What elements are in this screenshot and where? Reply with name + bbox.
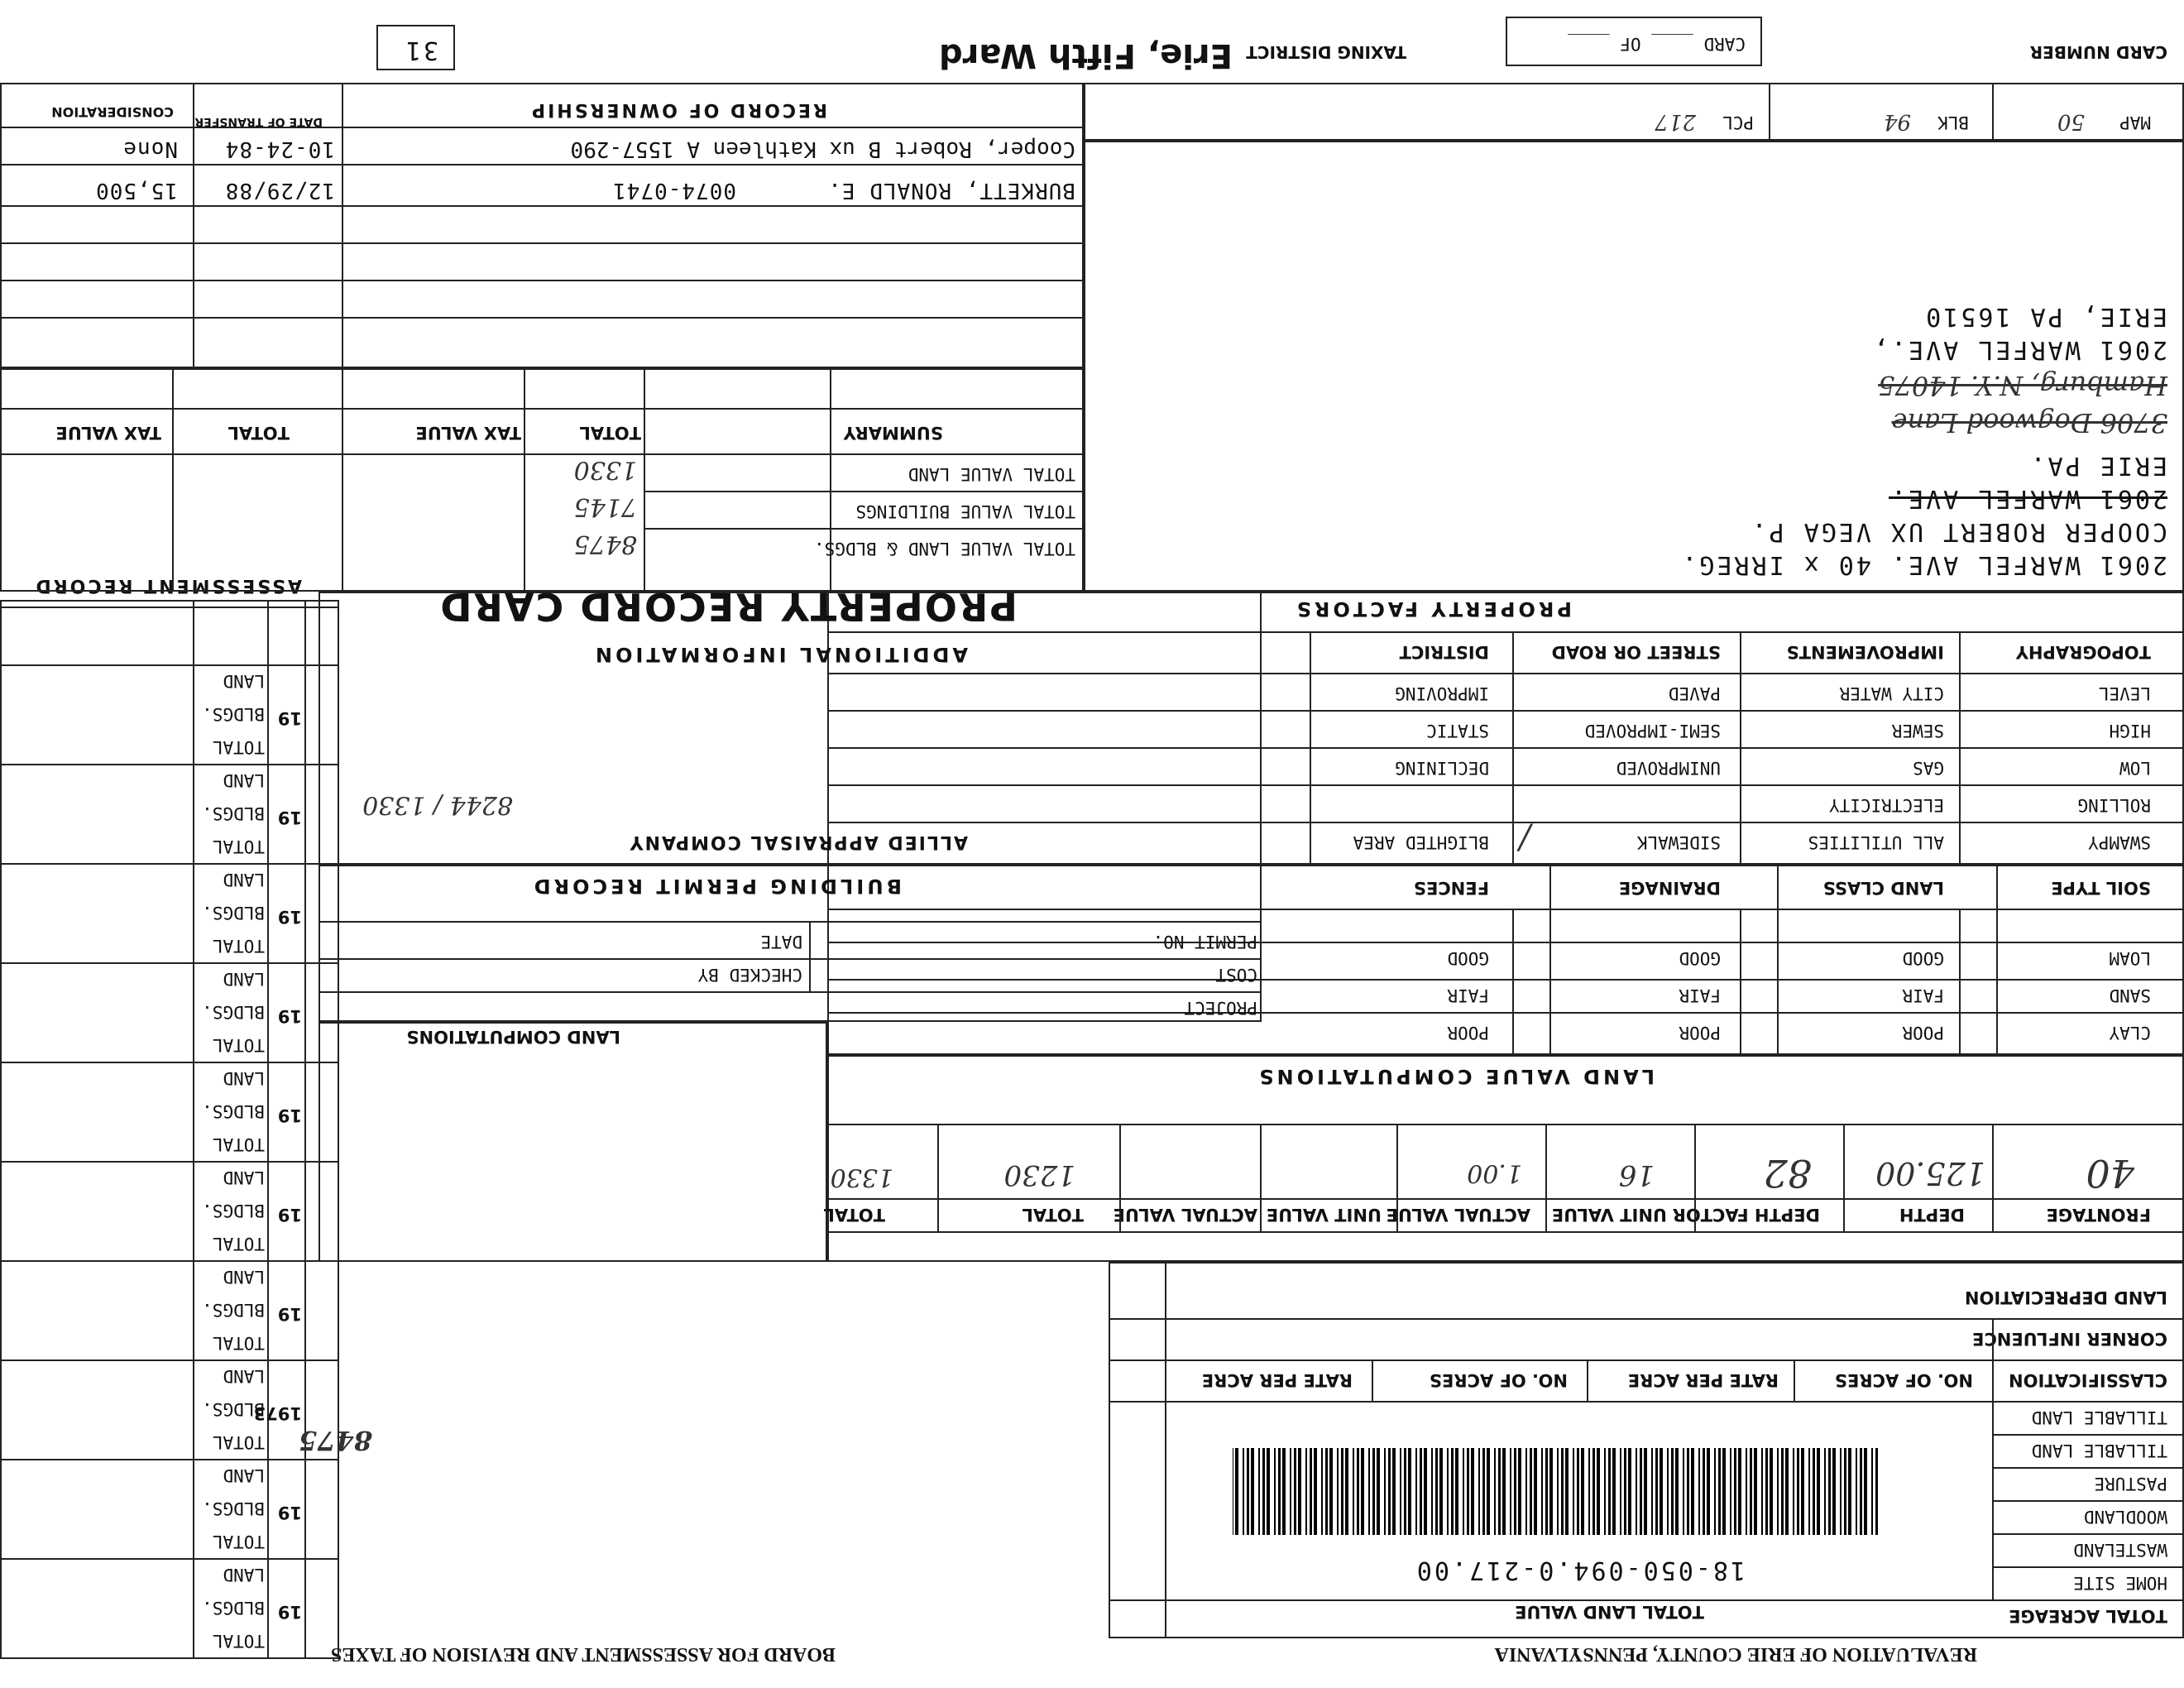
acreage-row-tillable-1: TILLABLE LAND [2031, 1441, 2167, 1460]
a8-land: LAND [223, 870, 265, 890]
summary-buildings: TOTAL VALUE BUILDINGS [855, 501, 1075, 521]
land-class-header: LAND CLASS [1822, 878, 1944, 898]
blk-label: BLK [1937, 113, 1969, 132]
a7-land: LAND [223, 969, 265, 989]
parcel-barcode [1233, 1448, 1878, 1535]
hw-total-1: 1230 [1003, 1158, 1075, 1192]
total-label-2: TOTAL [823, 1205, 885, 1225]
district-check-mark: / [1519, 818, 1530, 856]
year-19-a: 19 [277, 1602, 302, 1622]
land-computations-label: LAND COMPUTATIONS [406, 1027, 620, 1047]
district-static: STATIC [1426, 721, 1489, 741]
a2-total: TOTAL [212, 1532, 265, 1551]
owner-2-consideration: None [122, 137, 178, 161]
a3-land: LAND [223, 1366, 265, 1386]
summary-total-2: TOTAL [228, 423, 290, 443]
topo-high: HIGH [2109, 721, 2151, 741]
map-value: 50 [2057, 109, 2085, 134]
card-number-label: CARD NUMBER [2029, 42, 2167, 62]
property-record-card-title: PROPERTY RECORD CARD [438, 584, 1018, 629]
year-19-i: 19 [277, 808, 302, 827]
owner-1-book: 0074-0741 [612, 178, 736, 203]
permit-cost: COST [1215, 965, 1257, 985]
permit-checked-by: CHECKED BY [697, 965, 802, 985]
no-acres-label-1: NO. OF ACRES [1834, 1370, 1973, 1390]
address-line-4: ERIE PA. [2028, 451, 2167, 480]
a7-total: TOTAL [212, 1035, 265, 1055]
address-line-6: Hamburg, N.Y. 14075 [1878, 370, 2167, 401]
summary-land: TOTAL VALUE LAND [908, 464, 1075, 484]
district-improving: IMPROVING [1395, 683, 1489, 703]
street-unimproved: UNIMPROVED [1616, 758, 1721, 778]
summary-total-1: TOTAL [579, 423, 641, 443]
a1-land: LAND [223, 1565, 265, 1585]
impr-gas: GAS [1913, 758, 1944, 778]
class-poor: POOR [1902, 1023, 1944, 1043]
hw-unit-value: 16 [1618, 1158, 1655, 1192]
classification-label: CLASSIFICATION [2009, 1370, 2167, 1390]
street-road-header: STREET OR ROAD [1551, 642, 1721, 662]
a3-total: TOTAL [212, 1432, 265, 1452]
summary-tax-value-2: TAX VALUE [55, 423, 161, 443]
hw-additional-note: 8244 / 1330 [362, 790, 513, 819]
a8-total: TOTAL [212, 936, 265, 956]
summary-land-bldgs: TOTAL VALUE LAND & BLDGS. [813, 539, 1075, 559]
address-line-2: COOPER ROBERT UX VEGA P. [1749, 517, 2167, 546]
owner-1-date: 12/29/88 [224, 178, 335, 203]
hw-summary-land: 1330 [573, 455, 637, 484]
class-good: GOOD [1902, 948, 1944, 968]
frontage-label: FRONTAGE [2046, 1205, 2151, 1225]
acreage-row-woodland: WOODLAND [2083, 1507, 2167, 1527]
drain-poor: POOR [1679, 1023, 1721, 1043]
map-blk-pcl-row [1084, 83, 2184, 141]
total-land-value-label: TOTAL LAND VALUE [1515, 1602, 1704, 1622]
building-permit-title: BUILDING PERMIT RECORD [530, 875, 902, 898]
a9-land: LAND [223, 770, 265, 790]
pcl-value: 217 [1655, 109, 1696, 134]
address-line-7: 2061 WARFEL AVE., [1870, 335, 2167, 364]
record-of-ownership [0, 83, 1084, 368]
fence-poor: POOR [1447, 1023, 1489, 1043]
additional-information-box [318, 592, 1262, 865]
drainage-header: DRAINAGE [1618, 878, 1721, 898]
owner-2-name: Cooper, Robert B ux Kathleen A 1557-290 [570, 137, 1075, 161]
year-19-h: 19 [277, 907, 302, 927]
topo-level: LEVEL [2098, 683, 2151, 703]
header-left: REVALUATION OF ERIE COUNTY, PENNSYLVANIA [1494, 1643, 1977, 1665]
summary-tax-value-1: TAX VALUE [415, 423, 521, 443]
topography-header: TOPOGRAPHY [2015, 642, 2151, 662]
depth-factor-label: DEPTH FACTOR [1672, 1205, 1820, 1225]
corner-influence: CORNER INFLUENCE [1972, 1329, 2167, 1349]
a6-bldgs: BLDGS. [202, 1101, 265, 1121]
hw-assessed-8475: 8475 [298, 1425, 372, 1456]
summary-label: SUMMARY [843, 423, 943, 443]
street-paved: PAVED [1668, 683, 1721, 703]
unit-value-label-2: UNIT VALUE [1266, 1205, 1382, 1225]
rate-per-acre-label-1: RATE PER ACRE [1627, 1370, 1779, 1390]
hw-depth: 125.00 [1875, 1155, 1985, 1192]
blk-value: 94 [1883, 109, 1911, 134]
taxing-district-label: TAXING DISTRICT [1246, 42, 1406, 62]
ownership-title: RECORD OF OWNERSHIP [529, 99, 827, 120]
total-label-1: TOTAL [1022, 1205, 1084, 1225]
fences-header: FENCES [1413, 878, 1489, 898]
address-line-5: 3706 Dogwood Lane [1891, 407, 2167, 439]
additional-information-title: ADDITIONAL INFORMATION [592, 643, 968, 666]
a4-total: TOTAL [212, 1333, 265, 1353]
hw-summary-bldgs: 7145 [573, 492, 637, 521]
soil-sand: SAND [2109, 985, 2151, 1005]
street-semi-improved: SEMI-IMPROVED [1584, 721, 1721, 741]
topo-rolling: ROLLING [2077, 795, 2151, 815]
property-factors-title: PROPERTY FACTORS [1293, 597, 1572, 621]
permit-project: PROJECT [1184, 998, 1257, 1018]
hw-total-2: 1330 [830, 1163, 893, 1192]
land-depreciation: LAND DEPRECIATION [1964, 1288, 2167, 1307]
a3-bldgs: BLDGS. [202, 1399, 265, 1419]
acreage-row-wasteland: WASTELAND [2073, 1540, 2167, 1560]
ownership-date-col: DATE OF TRANSFER [194, 115, 323, 128]
a10-land: LAND [223, 671, 265, 691]
owner-1-name: BURKETT, RONALD E. [827, 178, 1075, 203]
a1-total: TOTAL [212, 1631, 265, 1651]
hw-frontage: 40 [2086, 1151, 2134, 1196]
a6-total: TOTAL [212, 1134, 265, 1154]
card-of-label: CARD ____ OF ____ [1568, 34, 1746, 54]
ownership-consideration-col: CONSIDERATION [51, 104, 174, 120]
permit-no: PERMIT NO. [1152, 932, 1257, 952]
unit-value-label-1: UNIT VALUE [1551, 1205, 1667, 1225]
class-fair: FAIR [1902, 985, 1944, 1005]
parcel-number: 18-050-094.0-217.00 [1414, 1556, 1746, 1585]
a2-land: LAND [223, 1465, 265, 1485]
impr-all-utilities: ALL UTILITIES [1808, 832, 1944, 852]
year-19-e: 19 [277, 1205, 302, 1225]
soil-loam: LOAM [2109, 948, 2151, 968]
owner-2-date: 10-24-84 [224, 137, 335, 161]
address-line-1: 2061 WARFEL AVE. 40 x IRREG. [1679, 550, 2167, 579]
box-31-value: 31 [403, 36, 438, 65]
year-19-g: 19 [277, 1006, 302, 1026]
acreage-row-homesite: HOME SITE [2073, 1573, 2167, 1593]
permit-date: DATE [760, 932, 802, 952]
fence-good: GOOD [1447, 948, 1489, 968]
fence-fair: FAIR [1447, 985, 1489, 1005]
map-label: MAP [2119, 113, 2151, 132]
rate-per-acre-label-2: RATE PER ACRE [1201, 1370, 1353, 1390]
a6-land: LAND [223, 1068, 265, 1088]
depth-label: DEPTH [1899, 1205, 1965, 1225]
topo-low: LOW [2119, 758, 2151, 778]
hw-summary-total: 8475 [573, 530, 637, 559]
year-19-j: 19 [277, 708, 302, 728]
address-line-8: ERIE, PA 16510 [1923, 302, 2167, 331]
no-acres-label-2: NO. OF ACRES [1429, 1370, 1568, 1390]
a2-bldgs: BLDGS. [202, 1499, 265, 1518]
soil-type-header: SOIL TYPE [2051, 878, 2151, 898]
impr-electricity: ELECTRICITY [1828, 795, 1944, 815]
improvements-header: IMPROVEMENTS [1786, 642, 1944, 662]
impr-city-water: CITY WATER [1839, 683, 1944, 703]
street-sidewalk: SIDEWALK [1636, 832, 1721, 852]
topo-swampy: SWAMPY [2088, 832, 2151, 852]
soil-clay: CLAY [2109, 1023, 2151, 1043]
year-19-d: 19 [277, 1304, 302, 1324]
address-line-3: 2061 WARFEL AVE. [1889, 484, 2167, 513]
district-header: DISTRICT [1399, 642, 1489, 662]
a9-total: TOTAL [212, 837, 265, 856]
assessment-record [0, 600, 339, 1659]
a5-total: TOTAL [212, 1234, 265, 1254]
hw-depth-factor: 82 [1763, 1151, 1812, 1196]
district-blighted: BLIGHTED AREA [1353, 832, 1489, 852]
a5-land: LAND [223, 1168, 265, 1187]
acreage-row-total: TOTAL ACREAGE [2009, 1606, 2167, 1626]
land-value-computations-title: LAND VALUE COMPUTATIONS [1256, 1065, 1655, 1088]
a4-land: LAND [223, 1267, 265, 1287]
district-declining: DECLINING [1395, 758, 1489, 778]
drain-fair: FAIR [1679, 985, 1721, 1005]
a10-total: TOTAL [212, 737, 265, 757]
a8-bldgs: BLDGS. [202, 903, 265, 923]
a5-bldgs: BLDGS. [202, 1201, 265, 1220]
acreage-row-tillable-2: TILLABLE LAND [2031, 1407, 2167, 1427]
land-computations-box [318, 1022, 827, 1262]
pcl-label: PCL [1722, 113, 1754, 132]
acreage-row-pasture: PASTURE [2094, 1474, 2167, 1494]
actual-value-label-2: ACTUAL VALUE [1113, 1205, 1257, 1225]
a7-bldgs: BLDGS. [202, 1002, 265, 1022]
allied-appraisal-company: ALLIED APPRAISAL COMPANY [628, 832, 968, 852]
year-19-b: 19 [277, 1503, 302, 1523]
a9-bldgs: BLDGS. [202, 803, 265, 823]
assessment-record-title: ASSESSMENT RECORD [33, 575, 302, 596]
owner-1-consideration: 15,500 [95, 178, 178, 203]
header-right: BOARD FOR ASSESSMENT AND REVISION OF TAXES [331, 1643, 836, 1665]
impr-sewer: SEWER [1891, 721, 1944, 741]
a10-bldgs: BLDGS. [202, 704, 265, 724]
year-1973: 1973 [253, 1403, 302, 1423]
hw-actual-value: 1.00 [1467, 1158, 1522, 1187]
actual-value-label-1: ACTUAL VALUE [1386, 1205, 1530, 1225]
taxing-district-value: Erie, Fifth Ward [938, 36, 1233, 74]
drain-good: GOOD [1679, 948, 1721, 968]
a1-bldgs: BLDGS. [202, 1598, 265, 1618]
a4-bldgs: BLDGS. [202, 1300, 265, 1320]
year-19-f: 19 [277, 1105, 302, 1125]
